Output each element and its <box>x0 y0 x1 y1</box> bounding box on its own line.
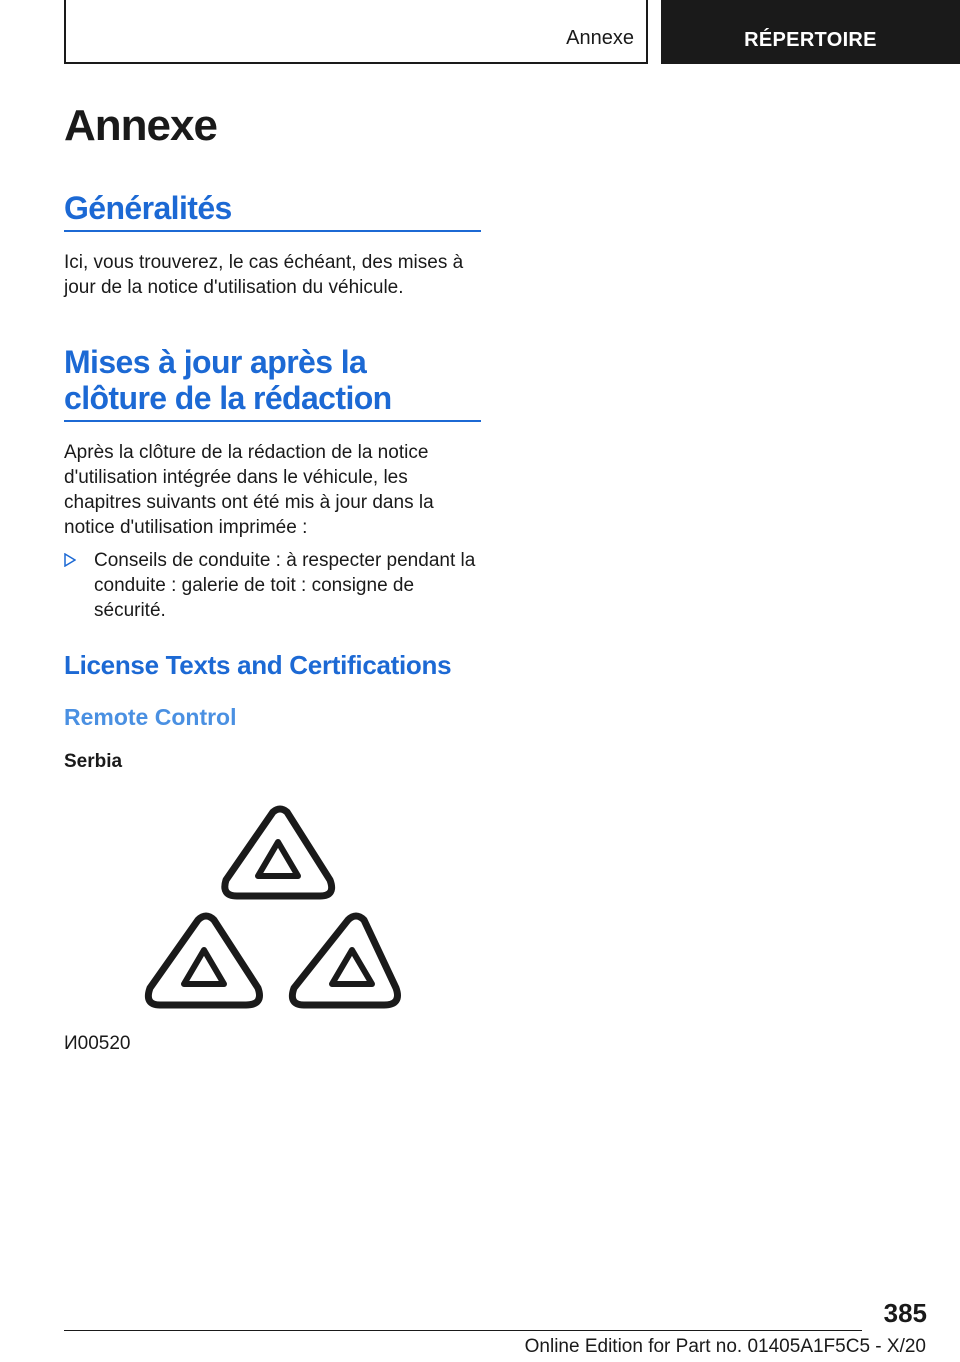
heading-remote-control: Remote Control <box>64 704 237 730</box>
serbian-conformity-mark-icon <box>140 800 410 1020</box>
triangle-right-icon <box>64 548 94 623</box>
heading-updates-line2: clôture de la rédaction <box>64 380 392 416</box>
heading-updates <box>64 344 481 422</box>
general-paragraph: Ici, vous trouverez, le cas échéant, des mises à jour de la notice d'utilisation du véhicule. <box>64 252 464 298</box>
heading-general: Généralités <box>64 190 481 232</box>
index-tab[interactable] <box>661 0 960 64</box>
heading-country: Serbia <box>64 751 123 772</box>
list-item <box>64 548 481 623</box>
chapter-title: Annexe <box>64 101 217 150</box>
footer-edition: Online Edition for Part no. 01405A1F5C5 - X/20 <box>524 1336 926 1357</box>
section-tab-label: Annexe <box>566 27 634 49</box>
content-column <box>64 96 481 774</box>
page-number: 385 <box>883 1298 927 1328</box>
list-item-text: Conseils de conduite : à respecter pendant la conduite : galerie de toit : consigne de sécurité. <box>94 550 476 621</box>
updates-paragraph: Après la clôture de la rédaction de la notice d'utilisation intégrée dans le véhicule, les chapitres suivants ont été mis à jour dans la notice d'utilisation imprimée : <box>64 442 434 538</box>
section-tab[interactable] <box>64 0 648 64</box>
heading-updates-line1: Mises à jour après la <box>64 344 367 380</box>
mark-code: И00520 <box>64 1033 131 1054</box>
index-tab-label: RÉPERTOIRE <box>744 29 877 51</box>
heading-license: License Texts and Certifications <box>64 650 452 680</box>
footer-divider <box>64 1330 862 1331</box>
